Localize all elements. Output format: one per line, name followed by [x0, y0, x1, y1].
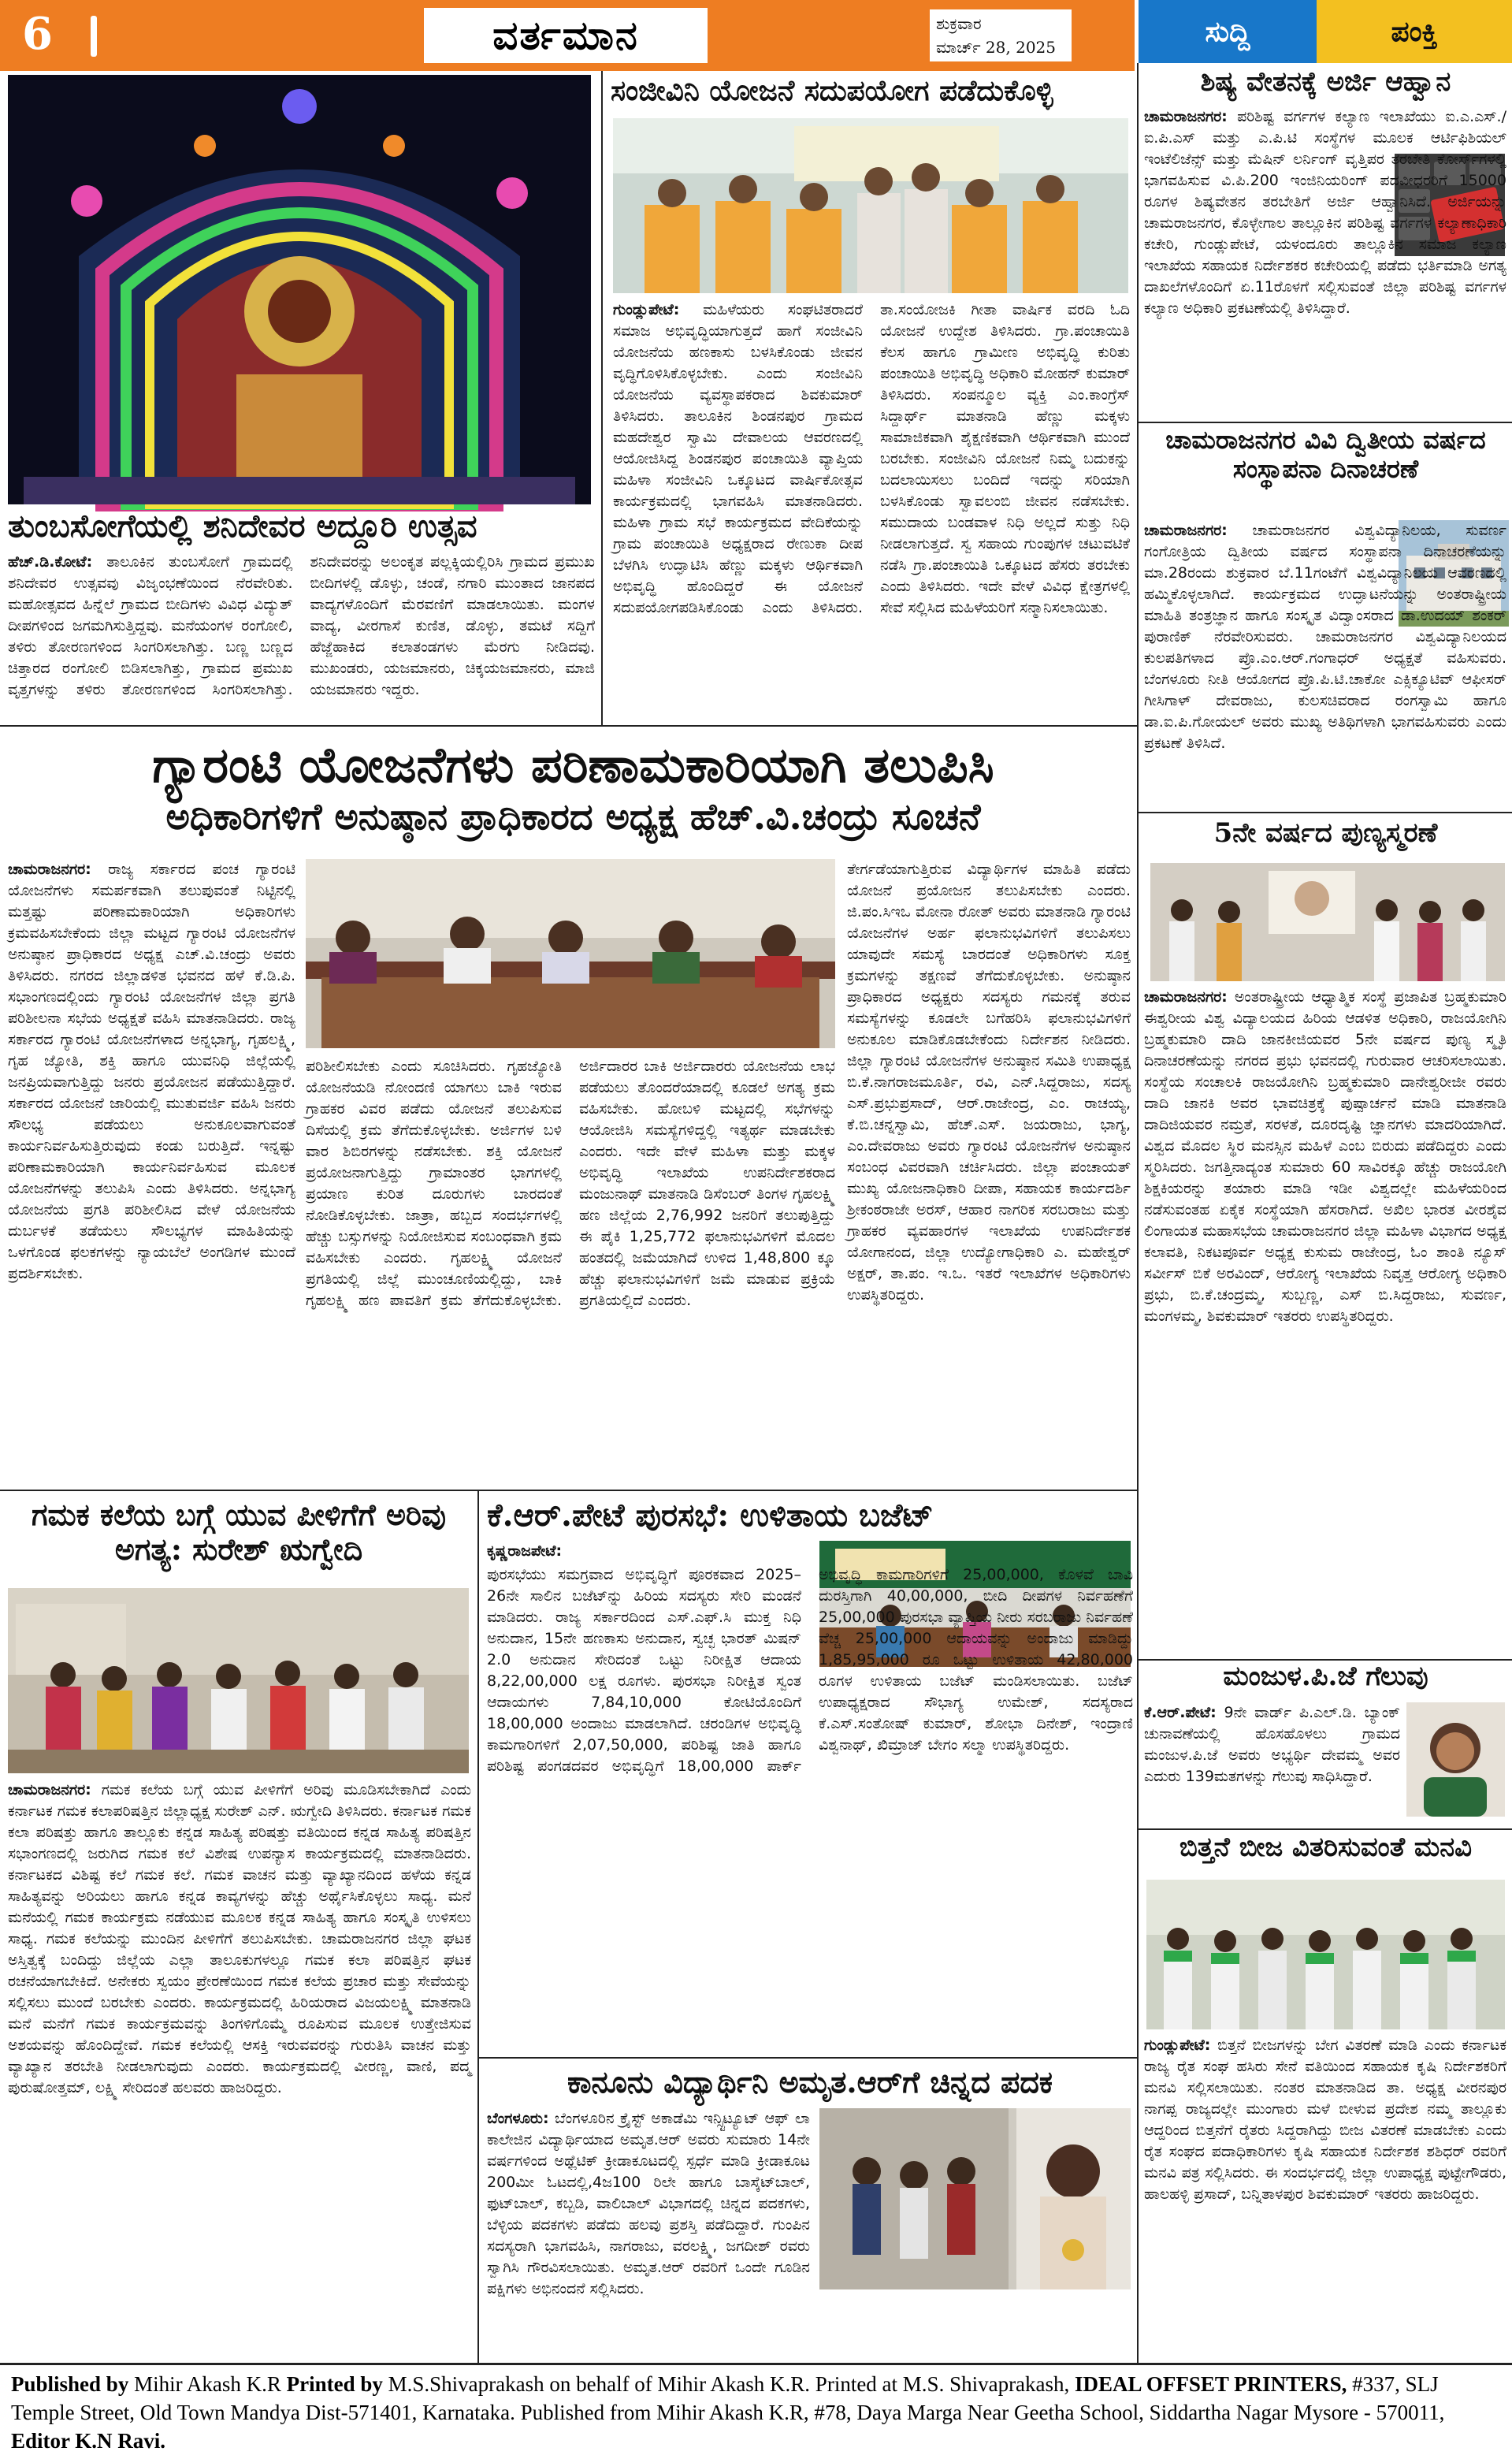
law-student-body: [487, 2108, 810, 2356]
section-rule: [1137, 422, 1512, 423]
scholarship-headline: ಶಿಷ್ಯ ವೇತನಕ್ಕೆ ಅರ್ಜಿ ಆಹ್ವಾನ: [1200, 66, 1451, 98]
column-rule: [477, 1490, 479, 2363]
column-label-pankti: ಪಂಕ್ತಿ: [1317, 0, 1512, 63]
krpete-dateline: ಕೃಷ್ಣರಾಜಪೇಟೆ:: [487, 1542, 563, 1560]
masthead-title: ವರ್ತಮಾನ: [424, 8, 708, 63]
gamaka-dateline: ಚಾಮರಾಜನಗರ:: [8, 1781, 91, 1798]
guarantee-headline: ಗ್ಯಾರಂಟಿ ಯೋಜನೆಗಳು ಪರಿಣಾಮಕಾರಿಯಾಗಿ ತಲುಪಿಸಿ: [152, 736, 994, 794]
footer-printed-label: Printed by: [286, 2372, 383, 2396]
guarantee-dateline: ಚಾಮರಾಜನಗರ:: [8, 861, 91, 878]
seeds-dateline: ಗುಂಡ್ಲುಪೇಟೆ:: [1144, 2037, 1211, 2054]
law-student-photo: [819, 2108, 1131, 2289]
sanjeevini-dateline: ಗುಂಡ್ಲುಪೇಟೆ:: [613, 301, 680, 318]
law-student-text: ಬೆಂಗಳೂರಿನ ಕ್ರೈಸ್ಟ್ ಅಕಾಡೆಮಿ ಇನ್ಸ್ಟಿಟ್ಯೂಟ್ ಆಫ್ ಲಾ ಕಾಲೇಜಿನ ವಿದ್ಯಾರ್ಥಿಯಾದ ಅಮೃತ.ಆರ್ ಅವರು ಸುಮಾರು 14ನೇ ವರ್ಷಗಳಿಂದ ಅಥ್ಲೆಟಿಕ್ ಕ್ರೀಡಾಕೂಟದಲ್ಲಿ ಸ್ಪರ್ಧೆ ಮಾಡಿ ಕ್ರೀಡಾಕೂಟ 200ಮೀ ಓಟದಲ್ಲಿ,4ಜ100 ರಿಲೇ ಹಾಗೂ ಬಾಸ್ಕೆಟ್‌ಬಾಲ್, ಫುಟ್‌ಬಾಲ್, ಕಬ್ಬಡಿ, ವಾಲಿಬಾಲ್ ವಿಭಾಗದಲ್ಲಿ ಚಿನ್ನದ ಪದಕಗಳು, ಬೆಳ್ಳಿಯ ಪದಕಗಳು ಪಡೆದು ಹಲವು ಪ್ರಶಸ್ತಿ ಪಡೆದಿದ್ದಾರೆ. ಗುಂಪಿನ ಸದಸ್ಯರಾಗಿ ಭಾಗವಹಿಸಿ, ನಾಗರಾಜು, ವರಲಕ್ಷ್ಮಿ, ಜಗದೀಶ್ ರವರು ಸ್ವಾಗಿಸಿ ಗೌರವಿಸಲಾಯಿತು. ಅಮೃತ.ಆರ್ ರವರಿಗೆ ಒಂದೇ ಗೂಡಿನ ಪಕ್ಷಿಗಳು ಅಭಿನಂದನೆ ಸಲ್ಲಿಸಿದರು.: [487, 2110, 811, 2297]
footer-printed-text: M.S.Shivaprakash on behalf of Mihir Akash K.R. Printed at M.S. Shivaprakash,: [388, 2372, 1070, 2396]
krpete-headline: ಕೆ.ಆರ್.ಪೇಟೆ ಪುರಸಭೆ: ಉಳಿತಾಯ ಬಜೆಟ್: [487, 1497, 934, 1534]
guarantee-body-b: [306, 1056, 835, 1482]
seeds-headline: ಬಿತ್ತನೆ ಬೀಜ ವಿತರಿಸುವಂತೆ ಮನವಿ: [1179, 1832, 1473, 1863]
scholarship-text: ಪರಿಶಿಷ್ಟ ವರ್ಗಗಳ ಕಲ್ಯಾಣ ಇಲಾಖೆಯು ಐ.ಎ.ಎಸ್./ಐ.ಪಿ.ಎಸ್ ಮತ್ತು ಎ.ಪಿ.ಟಿ ಸಂಸ್ಥೆಗಳ ಮೂಲಕ ಆರ್ಟಿಫಿಶಿಯಲ್ ಇಂಟೆಲಿಜೆನ್ಸ್ ಮತ್ತು ಮೆಷಿನ್ ಲರ್ನಿಂಗ್ ವೃತ್ತಿಪರ ತರಬೇತಿ ಕೋರ್ಸ್‌ಗಳಲ್ಲಿ ಭಾಗವಹಿಸುವ ವಿ.ಪಿ.200 ಇಂಜಿನಿಯರಿಂಗ್ ಪದವೀಧರರಿಗೆ 15000 ರೂಗಳ ಶಿಷ್ಯವೇತನ ತರಬೇತಿಗೆ ಅರ್ಜಿ ಆಹ್ವಾನಿಸಿದೆ. ಅರ್ಜಿಯನ್ನು ಚಾಮರಾಜನಗರ, ಕೊಳ್ಳೇಗಾಲ ತಾಲ್ಲೂಕಿನ ಪರಿಶಿಷ್ಟ ವರ್ಗಗಳ ಕಲ್ಯಾಣಾಧಿಕಾರಿ ಕಚೇರಿ, ಗುಂಡ್ಲುಪೇಟೆ, ಯಳಂದೂರು ತಾಲ್ಲೂಕಿನ ಸಮಾಜ ಕಲ್ಯಾಣ ಇಲಾಖೆಯ ಸಹಾಯಕ ನಿರ್ದೇಶಕರ ಕಚೇರಿಯಲ್ಲಿ ಪಡೆದು ಭರ್ತಿಮಾಡಿ ಅಗತ್ಯ ದಾಖಲೆಗಳೊಂದಿಗೆ ಏ.11ರೊಳಗೆ ಸಲ್ಲಿಸುವಂತೆ ಜಿಲ್ಲಾ ಪರಿಶಿಷ್ಟ ವರ್ಗಗಳ ಕಲ್ಯಾಣ ಅಧಿಕಾರಿ ಪ್ರಕಟಣೆಯಲ್ಲಿ ತಿಳಿಸಿದ್ದಾರೆ.: [1144, 108, 1506, 317]
gamaka-text: ಗಮಕ ಕಲೆಯ ಬಗ್ಗೆ ಯುವ ಪೀಳಿಗೆಗೆ ಅರಿವು ಮೂಡಿಸಬೇಕಾಗಿದೆ ಎಂದು ಕರ್ನಾಟಕ ಗಮಕ ಕಲಾಪರಿಷತ್ತಿನ ಜಿಲ್ಲಾಧ್ಯಕ್ಷ ಸುರೇಶ್ ಎನ್. ಋಗ್ವೇದಿ ತಿಳಿಸಿದರು. ಕರ್ನಾಟಕ ಗಮಕ ಕಲಾ ಪರಿಷತ್ತು ಹಾಗೂ ತಾಲ್ಲೂಕು ಕನ್ನಡ ಸಾಹಿತ್ಯ ಪರಿಷತ್ತು ವತಿಯಿಂದ ಕನ್ನಡ ಸಾಹಿತ್ಯ ಪರಿಷತ್ತಿನ ಸಭಾಂಗಣದಲ್ಲಿ ಜರುಗಿದ ಗಮಕ ಕಲೆ ವಿಶೇಷ ಉಪನ್ಯಾಸ ಕಾರ್ಯಕ್ರಮದಲ್ಲಿ ಮಾತನಾಡಿದರು. ಕರ್ನಾಟಕದ ವಿಶಿಷ್ಟ ಕಲೆ ಗಮಕ ಕಲೆ. ಗಮಕ ವಾಚನ ಮತ್ತು ವ್ಯಾಖ್ಯಾನದಿಂದ ಹಳೆಯ ಕನ್ನಡ ಸಾಹಿತ್ಯವನ್ನು ಅರಿಯಲು ಹಾಗೂ ಕನ್ನಡ ಕಾವ್ಯಗಳನ್ನು ಹೆಚ್ಚು ಅರ್ಥೈಸಿಕೊಳ್ಳಲು ಸಾಧ್ಯ. ಮನೆ ಮನೆಯಲ್ಲಿ ಗಮಕ ಕಾರ್ಯಕ್ರಮ ನಡೆಯುವ ಮೂಲಕ ಕನ್ನಡ ಸಾಹಿತ್ಯ ಹಾಗೂ ಸಂಸ್ಕೃತಿ ಉಳಿಸಲು ಸಾಧ್ಯ. ಗಮಕ ಕಲೆಯನ್ನು ಮುಂದಿನ ಪೀಳಿಗೆಗೆ ತಲುಪಿಸಬೇಕು. ಚಾಮರಾಜನಗರ ಜಿಲ್ಲಾ ಘಟಕ ಅಸ್ತಿತ್ವಕ್ಕೆ ಬಂದಿದ್ದು ಜಿಲ್ಲೆಯ ಎಲ್ಲಾ ತಾಲೂಕುಗಳಲ್ಲೂ ಗಮಕ ಕಲಾ ಪರಿಷತ್ತಿನ ಘಟಕ ರಚನೆಯಾಗಬೇಕಿದೆ. ಅನೇಕರು ಸ್ವಯಂ ಪ್ರೇರಣೆಯಿಂದ ಗಮಕ ಕಲೆಯ ಪ್ರಚಾರ ಮತ್ತು ಸೇವೆಯನ್ನು ಸಲ್ಲಿಸಲು ಮುಂದೆ ಬರಬೇಕು ಎಂದರು. ಕಾರ್ಯಕ್ರಮದಲ್ಲಿ ಹಿರಿಯರಾದ ವಿಜಯಲಕ್ಷ್ಮಿ ಮಾತನಾಡಿ ಮನೆ ಮನೆಗೆ ಗಮಕ ಕಾರ್ಯಕ್ರಮವನ್ನು ತಿಂಗಳಿಗೊಮ್ಮೆ ರೂಪಿಸುವ ಮೂಲಕ ಉತ್ತೇಜಿಸುವ ಅಶಯವನ್ನು ಹೊಂದಿದ್ದೇವೆ. ಗಮಕ ಕಲೆಯಲ್ಲಿ ಆಸಕ್ತಿ ಇರುವವರನ್ನು ಗುರುತಿಸಿ ವಾಚನ ಮತ್ತು ವ್ಯಾಖ್ಯಾನ ತರಬೇತಿ ನೀಡಲಾಗುವುದು ಎಂದರು. ಕಾರ್ಯಕ್ರಮದಲ್ಲಿ ವೀರಣ್ಣ, ವಾಣಿ, ಪದ್ಮ ಪುರುಷೋತ್ತಮ್, ಲಕ್ಷ್ಮಿ ಸೇರಿದಂತೆ ಹಲವರು ಹಾಜರಿದ್ದರು.: [8, 1781, 471, 2096]
sanjeevini-body: [613, 299, 1130, 719]
footer-press-address: #337, SLJ Temple Street, Old Town Mandya Dist-571401, Karnataka. Published from Mihir Akash K.R, #78, Daya Marga Near Geetha School, Siddartha Nagar Mysore - 570011,: [11, 2372, 1445, 2424]
guarantee-meeting-photo: [306, 859, 835, 1048]
punyasmarane-dateline: ಚಾಮರಾಜನಗರ:: [1144, 988, 1228, 1006]
manjula-portrait: [1406, 1702, 1505, 1817]
shani-body: [8, 552, 595, 719]
seeds-text: ಬಿತ್ತನೆ ಬೀಜಗಳನ್ನು ಬೇಗ ವಿತರಣೆ ಮಾಡಿ ಎಂದು ಕರ್ನಾಟಕ ರಾಜ್ಯ ರೈತ ಸಂಘ ಹಸಿರು ಸೇನೆ ವತಿಯಿಂದ ಸಹಾಯಕ ಕೃಷಿ ನಿರ್ದೇಶಕರಿಗೆ ಮನವಿ ಸಲ್ಲಿಸಲಾಯಿತು. ನಂತರ ಮಾತನಾಡಿದ ತಾ. ಅಧ್ಯಕ್ಷ ವೀರನಪುರ ನಾಗಪ್ಪ ರಾಜ್ಯದಲ್ಲೇ ಮುಂಗಾರು ಮಳೆ ಬೀಳುವ ಪ್ರದೇಶ ನಮ್ಮ ತಾಲ್ಲೂಕು ಆದ್ದರಿಂದ ಬಿತ್ತನೆಗೆ ರೈತರು ಸಿದ್ದರಾಗಿದ್ದು ಬೀಜ ವಿತರಣೆ ಮಾಡಬೇಕು ಎಂದು ರೈತ ಸಂಘದ ಪದಾಧಿಕಾರಿಗಳು ಕೃಷಿ ಸಹಾಯಕ ನಿರ್ದೇಶಕ ಶಶಿಧರ್ ರವರಿಗೆ ಮನವಿ ಪತ್ರ ಸಲ್ಲಿಸಿದರು. ಈ ಸಂದರ್ಭದಲ್ಲಿ ಜಿಲ್ಲಾ ಉಪಾಧ್ಯಕ್ಷ ಪುಟ್ಟೇಗೌಡರು, ಹಾಲಹಳ್ಳಿ ಪ್ರಸಾದ್, ಬನ್ನಿತಾಳಪುರ ಶಿವಕುಮಾರ್ ಇತರರು ಹಾಜರಿದ್ದರು.: [1144, 2037, 1506, 2203]
gamaka-body: [8, 1780, 471, 2356]
university-dateline: ಚಾಮರಾಜನಗರ:: [1144, 522, 1228, 539]
section-rule: [477, 2057, 1137, 2059]
punyasmarane-photo: [1150, 863, 1505, 981]
sanjeevini-photo: [613, 118, 1128, 293]
temple-float-photo: [8, 75, 591, 504]
footer-press-name: IDEAL OFFSET PRINTERS,: [1075, 2372, 1347, 2396]
guarantee-subheadline: ಅಧಿಕಾರಿಗಳಿಗೆ ಅನುಷ್ಠಾನ ಪ್ರಾಧಿಕಾರದ ಅಧ್ಯಕ್ಷ ಹೆಚ್.ವಿ.ಚಂದ್ರು ಸೂಚನೆ: [165, 795, 981, 838]
section-rule: [0, 1490, 1137, 1491]
guarantee-body-c: [847, 859, 1131, 1482]
imprint-footer: [0, 2363, 1512, 2453]
gamaka-headline: ಗಮಕ ಕಲೆಯ ಬಗ್ಗೆ ಯುವ ಪೀಳಿಗೆಗೆ ಅರಿವು ಅಗತ್ಯ: ಸುರೇಶ್ ಋಗ್ವೇದಿ: [31, 1497, 447, 1567]
manjula-dateline: ಕೆ.ಆರ್.ಪೇಟೆ:: [1144, 1704, 1217, 1721]
university-headline: ಚಾಮರಾಜನಗರ ವಿವಿ ದ್ವಿತೀಯ ವರ್ಷದ ಸಂಸ್ಥಾಪನಾ ದಿನಾಚರಣೆ: [1165, 425, 1486, 484]
issue-day: ಶುಕ್ರವಾರ: [936, 14, 982, 33]
scholarship-dateline: ಚಾಮರಾಜನಗರ:: [1144, 108, 1228, 125]
krpete-text: ಪುರಸಭೆಯು ಸಮಗ್ರವಾದ ಅಭಿವೃದ್ಧಿಗೆ ಪೂರಕವಾದ 2025–26ನೇ ಸಾಲಿನ ಬಜೆಟ್‌ನ್ನು ಹಿರಿಯ ಸದಸ್ಯರು ಸೇರಿ ಮಂಡನೆ ಮಾಡಿದರು. ರಾಜ್ಯ ಸರ್ಕಾರದಿಂದ ಎಸ್.ಎಫ್.ಸಿ ಮುಕ್ತ ನಿಧಿ ಅನುದಾನ, 15ನೇ ಹಣಕಾಸು ಅನುದಾನ, ಸ್ವಚ್ಛ ಭಾರತ್ ಮಿಷನ್ 2.0 ಅನುದಾನ ಸೇರಿದಂತೆ ಒಟ್ಟು ನಿರೀಕ್ಷಿತ ಆದಾಯ 8,22,00,000 ಲಕ್ಷ ರೂಗಳು. ಪುರಸಭಾ ನಿರೀಕ್ಷಿತ ಸ್ವಂತ ಆದಾಯಗಳು 7,84,10,000 ಕೋಟಿಯೊಂದಿಗೆ 18,00,000 ಅಂದಾಜು ಮಾಡಲಾಗಿದೆ. ಚರಂಡಿಗಳ ಅಭಿವೃದ್ಧಿ ಕಾಮಗಾರಿಗಳಿಗೆ 2,07,50,000, ಪರಿಶಿಷ್ಟ ಜಾತಿ ಹಾಗೂ ಪರಿಶಿಷ್ಟ ಪಂಗಡದವರ ಅಭಿವೃದ್ಧಿಗೆ 18,00,000 ಪಾರ್ಕ್ ಅಭಿವೃದ್ಧಿ ಕಾಮಗಾರಿಗಳಿಗೆ 25,00,000, ಕೊಳವೆ ಬಾವಿ ದುರಸ್ತಿಗಾಗಿ 40,00,000, ಬೀದಿ ದೀಪಗಳ ನಿರ್ವಹಣೆಗೆ 25,00,000 ಪುರಸಭಾ ವ್ಯಾಪ್ತಿಯ ನೀರು ಸರಬರಾಜು ನಿರ್ವಹಣೆ ವೆಚ್ಚ 25,00,000 ಆದಾಯವನ್ನು ಅಂದಾಜು ಮಾಡಿದ್ದು 1,85,95,000 ರೂ ಒಟ್ಟು ಉಳಿತಾಯ 42,80,000 ರೂಗಳ ಉಳಿತಾಯ ಬಜೆಟ್ ಮಂಡಿಸಲಾಯಿತು. ಬಜೆಟ್ ಉಪಾಧ್ಯಕ್ಷರಾದ ಸೌಭಾಗ್ಯ ಉಮೇಶ್, ಸದಸ್ಯರಾದ ಕೆ.ಎಸ್.ಸಂತೋಷ್ ಕುಮಾರ್, ಶೋಭಾ ದಿನೇಶ್, ಇಂದ್ರಾಣಿ ವಿಶ್ವನಾಥ್, ಖಿಮ್ರಾಜ್ ಬೇಗಂ ಸಲ್ಮಾ ಉಪಸ್ಥಿತರಿದ್ದರು.: [487, 1566, 1133, 1775]
guarantee-text-a: ರಾಜ್ಯ ಸರ್ಕಾರದ ಪಂಚ ಗ್ಯಾರಂಟಿ ಯೋಜನೆಗಳು ಸಮರ್ಪಕವಾಗಿ ತಲುಪುವಂತೆ ನಿಟ್ಟಿನಲ್ಲಿ ಮತ್ತಷ್ಟು ಪರಿಣಾಮಕಾರಿಯಾಗಿ ಅಧಿಕಾರಿಗಳು ಕ್ರಮವಹಿಸಬೇಕೆಂದು ಜಿಲ್ಲಾ ಮಟ್ಟದ ಗ್ಯಾರಂಟಿ ಯೋಜನೆಗಳ ಅನುಷ್ಠಾನ ಪ್ರಾಧಿಕಾರದ ಅಧ್ಯಕ್ಷ ಎಚ್.ವಿ.ಚಂದ್ರು ಅವರು ತಿಳಿಸಿದರು. ನಗರದ ಜಿಲ್ಲಾಡಳಿತ ಭವನದ ಹಳೆ ಕೆ.ಡಿ.ಪಿ. ಸಭಾಂಗಣದಲ್ಲಿಂದು ಗ್ಯಾರಂಟಿ ಯೋಜನೆಗಳ ಜಿಲ್ಲಾ ಪ್ರಗತಿ ಪರಿಶೀಲನಾ ಸಭೆಯ ಅಧ್ಯಕ್ಷತೆ ವಹಿಸಿ ಮಾತನಾಡಿದರು. ರಾಜ್ಯ ಸರ್ಕಾರದ ಗ್ಯಾರಂಟಿ ಯೋಜನೆಗಳಾದ ಅನ್ನಭಾಗ್ಯ, ಗೃಹಲಕ್ಷ್ಮಿ, ಗೃಹ ಜ್ಯೋತಿ, ಶಕ್ತಿ ಹಾಗೂ ಯುವನಿಧಿ ಜಿಲ್ಲೆಯಲ್ಲಿ ಜನಪ್ರಿಯವಾಗುತ್ತಿದ್ದು ಜನರು ಪ್ರಯೋಜನ ಪಡೆಯುತ್ತಿದ್ದಾರೆ. ಸರ್ಕಾರದ ಯೋಜನೆ ಜಾರಿಯಲ್ಲಿ ಮುತುವರ್ಜಿ ವಹಿಸಿ ಜನರು ಸೌಲಭ್ಯ ಪಡೆಯಲು ಅನುಕೂಲವಾಗುವಂತೆ ಕಾರ್ಯನಿರ್ವಹಿಸುತ್ತಿರುವುದು ಕಂಡು ಬರುತ್ತಿದೆ. ಇನ್ನಷ್ಟು ಪರಿಣಾಮಕಾರಿಯಾಗಿ ಕಾರ್ಯನಿರ್ವಹಿಸುವ ಮೂಲಕ ಯೋಜನೆಗಳನ್ನು ತಲುಪಿಸಿ ಎಂದು ತಿಳಿಸಿದರು. ಅನ್ನಭಾಗ್ಯ ಯೋಜನೆಯ ಪ್ರಗತಿ ಪರಿಶೀಲಿಸಿದ ವೇಳೆ ಯೋಜನೆಯ ದುರ್ಬಳಕೆ ತಡೆಯಲು ಸೌಲಭ್ಯಗಳ ಮಾಹಿತಿಯನ್ನು ಒಳಗೊಂಡ ಫಲಕಗಳನ್ನು ನ್ಯಾಯಬೆಲೆ ಅಂಗಡಿಗಳ ಮುಂದೆ ಪ್ರದರ್ಶಿಸಬೇಕು.: [8, 861, 295, 1282]
column-rule: [1137, 63, 1139, 2363]
gamaka-event-photo: [8, 1588, 469, 1773]
shani-headline: ತುಂಬಸೋಗೆಯಲ್ಲಿ ಶನಿದೇವರ ಅದ್ದೂರಿ ಉತ್ಸವ: [8, 508, 477, 545]
guarantee-text-c: ತೇರ್ಗಡೆಯಾಗುತ್ತಿರುವ ವಿದ್ಯಾರ್ಥಿಗಳ ಮಾಹಿತಿ ಪಡೆದು ಯೋಜನೆ ಪ್ರಯೋಜನ ತಲುಪಿಸಬೇಕು ಎಂದರು. ಜಿ.ಪಂ.ಸಿಇಒ ಮೋನಾ ರೋತ್ ಅವರು ಮಾತನಾಡಿ ಗ್ಯಾರಂಟಿ ಯೋಜನೆಗಳ ಅರ್ಹ ಫಲಾನುಭವಿಗಳಿಗೆ ತಲುಪಿಸಲು ಯಾವುದೇ ಸಮಸ್ಯೆ ಬಾರದಂತೆ ಅಧಿಕಾರಿಗಳು ಸೂಕ್ತ ಕ್ರಮಗಳನ್ನು ತಕ್ಷಣವೆ ತೆಗೆದುಕೊಳ್ಳಬೇಕು. ಅನುಷ್ಠಾನ ಪ್ರಾಧಿಕಾರದ ಅಧ್ಯಕ್ಷರು ಸದಸ್ಯರು ಗಮನಕ್ಕೆ ತರುವ ಸಮಸ್ಯೆಗಳನ್ನು ಕೂಡಲೇ ಬಗೆಹರಿಸಿ ಫಲಾನುಭವಿಗಳಿಗೆ ಅನುಕೂಲ ಮಾಡಿಕೊಡಬೇಕೆಂದು ನಿರ್ದೇಶನ ನೀಡಿದರು. ಜಿಲ್ಲಾ ಗ್ಯಾರಂಟಿ ಯೋಜನೆಗಳ ಅನುಷ್ಠಾನ ಸಮಿತಿ ಉಪಾಧ್ಯಕ್ಷ ಬಿ.ಕೆ.ನಾಗರಾಜಮೂರ್ತಿ, ರವಿ, ಎನ್.ಸಿದ್ದರಾಜು, ಸದಸ್ಯ ಎಸ್.ಪ್ರಭುಪ್ರಸಾದ್, ಆರ್.ರಾಜೇಂದ್ರ, ಎಂ. ರಾಚಯ್ಯ, ಕೆ.ಬಿ.ಚನ್ನಸ್ವಾಮಿ, ಹೆಚ್.ಎಸ್. ಜಯರಾಜು, ಭಾಗ್ಯ, ಎಂ.ದೇವರಾಜು ಅವರು ಗ್ಯಾರಂಟಿ ಯೋಜನೆಗಳ ಅನುಷ್ಠಾನ ಸಂಬಂಧ ವಿವರವಾಗಿ ಚರ್ಚಿಸಿದರು. ಜಿಲ್ಲಾ ಪಂಚಾಯತ್ ಮುಖ್ಯ ಯೋಜನಾಧಿಕಾರಿ ದೀಪಾ, ಸಹಾಯಕ ಕಾರ್ಯದರ್ಶಿ ಶ್ರೀಕಂಠರಾಜೇ ಅರಸ್, ಆಹಾರ ನಾಗರಿಕ ಸರಬರಾಜು ಮತ್ತು ಗ್ರಾಹಕರ ವ್ಯವಹಾರಗಳ ಇಲಾಖೆಯ ಉಪನಿರ್ದೇಶಕ ಯೋಗಾನಂದ, ಜಿಲ್ಲಾ ಉದ್ಯೋಗಾಧಿಕಾರಿ ಎ. ಮಹೇಶ್ವರ್ ಅಕ್ಷರ್, ತಾ.ಪಂ. ಇ.ಒ. ಇತರೆ ಇಲಾಖೆಗಳ ಅಧಿಕಾರಿಗಳು ಉಪಸ್ಥಿತರಿದ್ದರು.: [847, 861, 1131, 1304]
section-rule: [0, 725, 1137, 727]
shani-text: ತಾಲೂಕಿನ ತುಂಬಸೋಗೆ ಗ್ರಾಮದಲ್ಲಿ ಶನಿದೇವರ ಉತ್ಸವವು ವಿಜೃಂಭಣೆಯಿಂದ ನೆರವೇರಿತು. ಮಹೋತ್ಸವದ ಹಿನ್ನೆಲೆ ಗ್ರಾಮದ ಬೀದಿಗಳು ವಿವಿಧ ವಿದ್ಯುತ್ ದೀಪಗಳಿಂದ ಜಗಮಗಿಸುತ್ತಿದ್ದವು. ಮನೆಯಂಗಳ ರಂಗೋಲಿ, ತಳಿರು ತೋರಣಗಳಿಂದ ಸಿಂಗರಿಸಲಾಗಿತ್ತು. ಬಣ್ಣ ಬಣ್ಣದ ಚಿತ್ತಾರದ ರಂಗೋಲಿ ಬಿಡಿಸಲಾಗಿತ್ತು, ಗ್ರಾಮದ ಪ್ರಮುಖ ವೃತ್ತಗಳನ್ನು ತಳಿರು ತೋರಣಗಳಿಂದ ಸಿಂಗರಿಸಲಾಗಿತ್ತು. ಶನಿದೇವರನ್ನು ಅಲಂಕೃತ ಪಲ್ಲಕ್ಕಿಯಲ್ಲಿರಿಸಿ ಗ್ರಾಮದ ಪ್ರಮುಖ ಬೀದಿಗಳಲ್ಲಿ ಡೊಳ್ಳು, ಚಂಡೆ, ನಗಾರಿ ಮುಂತಾದ ಜಾನಪದ ವಾದ್ಯಗಳೊಂದಿಗೆ ಮೆರವಣಿಗೆ ಮಾಡಲಾಯಿತು. ಮಂಗಳ ವಾದ್ಯ, ವೀರಗಾಸೆ ಕುಣಿತ, ಡೊಳ್ಳು, ತಮಟೆ ಸದ್ದಿಗೆ ಹೆಜ್ಜೆಹಾಕಿದ ಕಲಾತಂಡಗಳು ಮೆರಗು ನೀಡಿದವು. ಮುಖಂಡರು, ಯಜಮಾನರು, ಚಿಕ್ಕಯಜಮಾನರು, ಮಾಜಿ ಯಜಮಾನರು ಇದ್ದರು.: [8, 553, 595, 698]
footer-editor: Editor K.N Ravi.: [11, 2429, 166, 2453]
manjula-headline: ಮಂಜುಳ.ಪಿ.ಜೆ ಗೆಲುವು: [1223, 1661, 1428, 1692]
column-label-suddi: ಸುದ್ದಿ: [1139, 0, 1317, 63]
footer-publisher: Mihir Akash K.R: [134, 2372, 281, 2396]
university-text: ಚಾಮರಾಜನಗರ ವಿಶ್ವವಿದ್ಯಾನಿಲಯ, ಸುವರ್ಣ ಗಂಗೋತ್ರಿಯ ದ್ವಿತೀಯ ವರ್ಷದ ಸಂಸ್ಥಾಪನಾ ದಿನಾಚರಣೆಯನ್ನು ಮಾ.28ರಂದು ಶುಕ್ರವಾರ ಬೆ.11ಗಂಟೆಗೆ ವಿಶ್ವವಿದ್ಯಾನಿಲಯ ಆವರಣದಲ್ಲಿ ಹಮ್ಮಿಕೊಳ್ಳಲಾಗಿದೆ. ಕಾರ್ಯಕ್ರಮದ ಉದ್ಘಾಟನೆಯನ್ನು ಅಂತರಾಷ್ಟ್ರೀಯ ಮಾಹಿತಿ ತಂತ್ರಜ್ಞಾನ ಹಾಗೂ ಸಂಸ್ಕೃತ ವಿದ್ವಾಂಸರಾದ ಡಾ.ಉದಯ್ ಶಂಕರ್ ಪುರಾಣಿಕ್ ನೆರವೇರಿಸುವರು. ಚಾಮರಾಜನಗರ ವಿಶ್ವವಿದ್ಯಾನಿಲಯದ ಕುಲಪತಿಗಳಾದ ಪ್ರೊ.ಎಂ.ಆರ್.ಗಂಗಾಧರ್ ಅಧ್ಯಕ್ಷತೆ ವಹಿಸುವರು. ಬೆಂಗಳೂರು ನೀತಿ ಆಯೋಗದ ಪ್ರೊ.ಪಿ.ಟಿ.ಚಾಕೋ ಎಕ್ಸಿಕ್ಯೂಟಿವ್ ಆಫೀಸರ್ ಗೀಸಿಗಾಳ್ ದೇವರಾಜು, ಕುಲಸಚಿವರಾದ ರಂಗಸ್ವಾಮಿ ಹಾಗೂ ಡಾ.ಐ.ಪಿ.ಗೋಯಲ್ ಅವರು ಮುಖ್ಯ ಅತಿಥಿಗಳಾಗಿ ಭಾಗವಹಿಸುವರು ಎಂದು ಪ್ರಕಟಣೆ ತಿಳಿಸಿದೆ.: [1144, 522, 1506, 752]
guarantee-body-a: [8, 859, 295, 1482]
issue-date-text: ಮಾರ್ಚ್ 28, 2025: [936, 38, 1056, 57]
krpete-body: [487, 1564, 1133, 2049]
punyasmarane-body: [1144, 987, 1506, 1687]
guarantee-text-b: ಪರಿಶೀಲಿಸಬೇಕು ಎಂದು ಸೂಚಿಸಿದರು. ಗೃಹಜ್ಯೋತಿ ಯೋಜನೆಯಡಿ ನೋಂದಣಿ ಯಾಗಲು ಬಾಕಿ ಇರುವ ಗ್ರಾಹಕರ ವಿವರ ಪಡೆದು ಯೋಜನೆ ತಲುಪಿಸುವ ದಿಸೆಯಲ್ಲಿ ಕ್ರಮ ತೆಗೆದುಕೊಳ್ಳಬೇಕು. ಅರ್ಜಿಗಳ ಬಳಿ ವಾರ ಶಿಬಿರಗಳನ್ನು ನಡೆಸಬೇಕು. ಶಕ್ತಿ ಯೋಜನೆ ಪ್ರಯೋಜನಾಗುತ್ತಿದ್ದು ಗ್ರಾಮಾಂತರ ಭಾಗಗಳಲ್ಲಿ ಪ್ರಯಾಣ ಕುರಿತ ದೂರುಗಳು ಬಾರದಂತೆ ನೋಡಿಕೊಳ್ಳಬೇಕು. ಜಾತ್ರಾ, ಹಬ್ಬದ ಸಂದರ್ಭಗಳಲ್ಲಿ ಹೆಚ್ಚು ಬಸ್ಸುಗಳನ್ನು ನಿಯೋಜಿಸುವ ಸಂಬಂಧವಾಗಿ ಕ್ರಮ ವಹಿಸಬೇಕು ಎಂದರು. ಗೃಹಲಕ್ಷ್ಮಿ ಯೋಜನೆ ಪ್ರಗತಿಯಲ್ಲಿ ಜಿಲ್ಲೆ ಮುಂಚೂಣಿಯಲ್ಲಿದ್ದು, ಬಾಕಿ ಗೃಹಲಕ್ಷ್ಮಿ ಹಣ ಪಾವತಿಗೆ ಕ್ರಮ ತೆಗೆದುಕೊಳ್ಳಬೇಕು. ಅರ್ಜಿದಾರರ ಬಾಕಿ ಅರ್ಜಿದಾರರು ಯೋಜನೆಯ ಲಾಭ ಪಡೆಯಲು ತೊಂದರೆಯಾದಲ್ಲಿ ಕೂಡಲೆ ಅಗತ್ಯ ಕ್ರಮ ವಹಿಸಬೇಕು. ಹೋಬಳಿ ಮಟ್ಟದಲ್ಲಿ ಸಭೆಗಳನ್ನು ಆಯೋಜಿಸಿ ಸಮಸ್ಯೆಗಳಿದ್ದಲ್ಲಿ ಇತ್ಯರ್ಥ ಮಾಡಬೇಕು ಎಂದರು. ಇದೇ ವೇಳೆ ಮಹಿಳಾ ಮತ್ತು ಮಕ್ಕಳ ಅಭಿವೃದ್ಧಿ ಇಲಾಖೆಯ ಉಪನಿರ್ದೇಶಕರಾದ ಮಂಜುನಾಥ್ ಮಾತನಾಡಿ ಡಿಸೆಂಬರ್ ತಿಂಗಳ ಗೃಹಲಕ್ಷ್ಮಿ ಹಣ ಜಿಲ್ಲೆಯ 2,76,992 ಜನರಿಗೆ ತಲುಪುತ್ತಿದ್ದು ಈ ಪೈಕಿ 1,25,772 ಫಲಾನುಭವಿಗಳಿಗೆ ಮೊದಲ ಹಂತದಲ್ಲಿ ಜಮೆಯಾಗಿದೆ ಉಳಿದ 1,48,800 ಕ್ಕೂ ಹೆಚ್ಚು ಫಲಾನುಭವಿಗಳಿಗೆ ಜಮೆ ಮಾಡುವ ಪ್ರಕ್ರಿಯೆ ಪ್ರಗತಿಯಲ್ಲಿದೆ ಎಂದರು.: [306, 1058, 835, 1309]
sanjeevini-headline: ಸಂಜೀವಿನಿ ಯೋಜನೆ ಸದುಪಯೋಗ ಪಡೆದುಕೊಳ್ಳಿ: [611, 74, 1053, 107]
sanjeevini-text: ಮಹಿಳೆಯರು ಸಂಘಟಿತರಾದರೆ ಸಮಾಜ ಅಭಿವೃದ್ಧಿಯಾಗುತ್ತದೆ ಹಾಗೆ ಸಂಜೀವಿನಿ ಯೋಜನೆಯ ಹಣಕಾಸು ಬಳಸಿಕೊಂಡು ಜೀವನ ವೃದ್ಧಿಗೊಳಿಸಿಕೊಳ್ಳಬೇಕು. ಎಂದು ಸಂಜೀವಿನಿ ಯೋಜನೆಯ ವ್ಯವಸ್ಥಾಪಕರಾದ ಶಿವಕುಮಾರ್ ತಿಳಿಸಿದರು. ತಾಲೂಕಿನ ಶಿಂಡನಪುರ ಗ್ರಾಮದ ಮಹದೇಶ್ವರ ಸ್ವಾಮಿ ದೇವಾಲಯ ಆವರಣದಲ್ಲಿ ಆಯೋಜಿಸಿದ್ದ ಶಿಂಡನಪುರ ಪಂಚಾಯಿತಿ ವ್ಯಾಪ್ತಿಯ ಮಹಿಳಾ ಸಂಜೀವಿನಿ ಒಕ್ಕೂಟದ ವಾರ್ಷಿಕೋತ್ಸವ ಕಾರ್ಯಕ್ರಮದಲ್ಲಿ ಭಾಗವಹಿಸಿ ಮಾತನಾಡಿದರು. ಮಹಿಳಾ ಗ್ರಾಮ ಸಭೆ ಕಾರ್ಯಕ್ರಮದ ವೇದಿಕೆಯನ್ನು ಗ್ರಾಮ ಪಂಚಾಯಿತಿ ಅಧ್ಯಕ್ಷರಾದ ರೇಣುಕಾ ದೀಪ ಬೆಳಗಿಸಿ ಉದ್ಘಾಟಿಸಿ ಹೆಣ್ಣು ಮಕ್ಕಳು ಆರ್ಥಿಕವಾಗಿ ಅಭಿವೃದ್ಧಿ ಹೊಂದಿದ್ದರೆ ಈ ಯೋಜನೆ ಸದುಪಯೋಗಪಡಿಸಿಕೊಂಡು ಎಂದು ತಿಳಿಸಿದರು. ತಾ.ಸಂಯೋಜಕಿ ಗೀತಾ ವಾರ್ಷಿಕ ವರದಿ ಓದಿ ಯೋಜನೆ ಉದ್ದೇಶ ತಿಳಿಸಿದರು. ಗ್ರಾ.ಪಂಚಾಯಿತಿ ಕೆಲಸ ಹಾಗೂ ಗ್ರಾಮೀಣ ಅಭಿವೃದ್ಧಿ ಕುರಿತು ಪಂಚಾಯಿತಿ ಅಭಿವೃದ್ಧಿ ಅಧಿಕಾರಿ ಮೋಹನ್ ಕುಮಾರ್ ತಿಳಿಸಿದರು. ಸಂಪನ್ಮೂಲ ವ್ಯಕ್ತಿ ಎಂ.ಕಾಂಗ್ರೆಸ್ ಸಿದ್ದಾರ್ಥ್ ಮಾತನಾಡಿ ಹೆಣ್ಣು ಮಕ್ಕಳು ಸಾಮಾಜಿಕವಾಗಿ ಶೈಕ್ಷಣಿಕವಾಗಿ ಆರ್ಥಿಕವಾಗಿ ಮುಂದೆ ಬರಬೇಕು. ಸಂಜೀವಿನಿ ಯೋಜನೆ ನಿಮ್ಮ ಬದುಕನ್ನು ಬದಲಾಯಿಸಲು ಬಂದಿದೆ ಇದನ್ನು ಸರಿಯಾಗಿ ಬಳಸಿಕೊಂಡು ಸ್ವಾವಲಂಬಿ ಜೀವನ ನಡೆಸಬೇಕು. ಸಮುದಾಯ ಬಂಡವಾಳ ನಿಧಿ ಅಲ್ಲದೆ ಸುತ್ತು ನಿಧಿ ನೀಡಲಾಗುತ್ತದೆ. ಸ್ವ ಸಹಾಯ ಗುಂಪುಗಳ ಚಟುವಟಿಕೆ ನಡೆಸಿ ಗ್ರಾ.ಪಂಚಾಯಿತಿ ಒಕ್ಕೂಟದ ಹೆಸರು ತರಬೇಕು ಎಂದು ತಿಳಿಸಿದರು. ಇದೇ ವೇಳೆ ವಿವಿಧ ಕ್ಷೇತ್ರಗಳಲ್ಲಿ ಸೇವೆ ಸಲ್ಲಿಸಿದ ಮಹಿಳೆಯರಿಗೆ ಸನ್ಮಾನಿಸಲಾಯಿತು.: [613, 301, 1130, 616]
footer-published-label: Published by: [11, 2372, 129, 2396]
seeds-body: [1144, 2035, 1506, 2356]
law-student-dateline: ಬೆಂಗಳೂರು:: [487, 2110, 549, 2127]
law-student-headline: ಕಾನೂನು ವಿದ್ಯಾರ್ಥಿನಿ ಅಮೃತ.ಆರ್‌ಗೆ ಚಿನ್ನದ ಪದಕ: [567, 2064, 1053, 2100]
shani-dateline: ಹೆಚ್.ಡಿ.ಕೋಟೆ:: [8, 553, 93, 571]
scholarship-body: [1144, 106, 1506, 418]
section-rule: [1137, 812, 1512, 813]
page-marker: [91, 16, 97, 57]
section-rule: [1137, 1828, 1512, 1830]
seeds-farmers-photo: [1146, 1880, 1505, 2029]
university-body: [1144, 520, 1506, 828]
issue-date: [930, 9, 1072, 61]
manjula-text: 9ನೇ ವಾರ್ಡ್ ಪಿ.ಎಲ್.ಡಿ. ಬ್ಯಾಂಕ್ ಚುನಾವಣೆಯಲ್ಲಿ ಹೊಸಹೊಳಲು ಗ್ರಾಮದ ಮಂಜುಳ.ಪಿ.ಜೆ ಅವರು ಅಭ್ಯರ್ಥಿ ದೇವಮ್ಮ ಅವರ ಎದುರು 139ಮತಗಳನ್ನು ಗೆಲುವು ಸಾಧಿಸಿದ್ದಾರೆ.: [1144, 1704, 1401, 1785]
punyasmarane-headline: 5ನೇ ವರ್ಷದ ಪುಣ್ಯಸ್ಮರಣೆ: [1213, 817, 1438, 849]
punyasmarane-text: ಅಂತರಾಷ್ಟ್ರೀಯ ಆಧ್ಯಾತ್ಮಿಕ ಸಂಸ್ಥೆ ಪ್ರಜಾಪಿತ ಬ್ರಹ್ಮಕುಮಾರಿ ಈಶ್ವರೀಯ ವಿಶ್ವ ವಿದ್ಯಾಲಯದ ಹಿರಿಯ ಆಡಳಿತ ಅಧಿಕಾರಿ, ರಾಜಯೋಗಿನಿ ಬ್ರಹ್ಮಕುಮಾರಿ ದಾದಿ ಜಾನಕೀಜಿಯವರ 5ನೇ ವರ್ಷದ ಪುಣ್ಯ ಸ್ಮೃತಿ ದಿನಾಚರಣೆಯನ್ನು ನಗರದ ಪ್ರಭು ಭವನದಲ್ಲಿ ಗುರುವಾರ ಆಚರಿಸಲಾಯಿತು. ಸಂಸ್ಥೆಯ ಸಂಚಾಲಕಿ ರಾಜಯೋಗಿನಿ ಬ್ರಹ್ಮಕುಮಾರಿ ದಾನೇಶ್ವರೀಜೀ ರವರು ದಾದಿ ಜಾನಕಿ ಅವರ ಭಾವಚಿತ್ರಕ್ಕೆ ಪುಷ್ಪಾರ್ಚನೆ ಮಾಡಿ ಮಾತನಾಡಿ ದಾದಿಜಿಯವರ ನಮ್ರತೆ, ಸರಳತೆ, ದೂರದೃಷ್ಟಿ ಜ್ಞಾನಗಳು ಮಾದರಿಯಾಗಿದೆ. ವಿಶ್ವದ ಮೊದಲ ಸ್ಥಿರ ಮನಸ್ಸಿನ ಮಹಿಳೆ ಎಂಬ ಬಿರುದು ಪಡೆದಿದ್ದರು ಎಂದು ಸ್ಮರಿಸಿದರು. ಜಗತ್ತಿನಾದ್ಯಂತ ಸುಮಾರು 60 ಸಾವಿರಕ್ಕೂ ಹೆಚ್ಚು ರಾಜಯೋಗಿ ಶಿಕ್ಷಕಿಯರನ್ನು ತಯಾರು ಮಾಡಿ ಇಡೀ ವಿಶ್ವದಲ್ಲೇ ಮಹಿಳೆಯರಿಂದ ನಡೆಸುವಂತಹ ಏಕೈಕ ಸಂಸ್ಥೆಯಾಗಿ ಹೆಸರಾಗಿದೆ. ಅಖಿಲ ಭಾರತ ವೀರಶೈವ ಲಿಂಗಾಯತ ಮಹಾಸಭೆಯ ಚಾಮರಾಜನಗರ ಜಿಲ್ಲಾ ಮಹಿಳಾ ವಿಭಾಗದ ಅಧ್ಯಕ್ಷ ಕಲಾವತಿ, ನಿಕಟಪೂರ್ವ ಅಧ್ಯಕ್ಷ ಕುಸುಮ ರಾಜೇಂದ್ರ, ಓಂ ಶಾಂತಿ ನ್ಯೂಸ್ ಸರ್ವೀಸ್ ಬಿಕೆ ಅರವಿಂದ್, ಆರೋಗ್ಯ ಇಲಾಖೆಯ ನಿವೃತ್ತ ಆರೋಗ್ಯ ಅಧಿಕಾರಿ ಪ್ರಭು, ಬಿ.ಕೆ.ಚಂದ್ರಮ್ಮ, ಸುಬ್ಬಣ್ಣ, ಎಸ್ ಬಿ.ಸಿದ್ದರಾಜು, ಸುವರ್ಣ, ಮಂಗಳಮ್ಮ, ಶಿವಕುಮಾರ್ ಇತರರು ಉಪಸ್ಥಿತರಿದ್ದರು.: [1144, 988, 1506, 1325]
manjula-body: [1144, 1702, 1400, 1821]
page-number: 6: [22, 8, 53, 60]
column-rule: [601, 71, 603, 725]
